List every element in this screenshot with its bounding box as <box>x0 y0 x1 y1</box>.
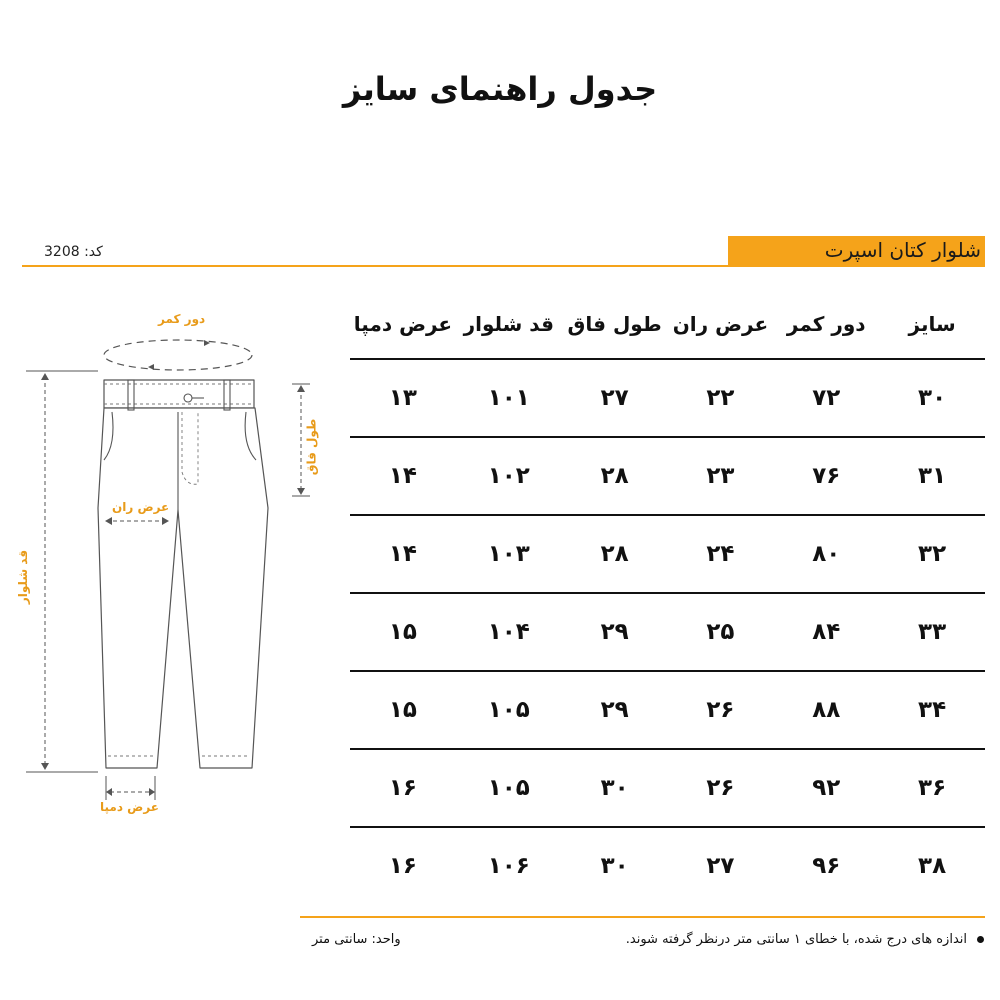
header-size: سایز <box>879 290 985 359</box>
cell-waist: ۹۲ <box>773 749 879 827</box>
header-hem: عرض دمپا <box>350 290 456 359</box>
product-name: شلوار کتان اسپرت <box>824 238 981 262</box>
bullet-icon <box>977 936 984 943</box>
cell-size: ۳۳ <box>879 593 985 671</box>
page-title: جدول راهنمای سایز <box>342 70 658 108</box>
cell-size: ۳۴ <box>879 671 985 749</box>
header-divider <box>22 265 985 267</box>
cell-length: ۱۰۲ <box>456 437 562 515</box>
table-row <box>350 359 985 437</box>
cell-hem: ۱۵ <box>350 593 456 671</box>
header-thigh: عرض ران <box>668 290 774 359</box>
cell-size: ۳۰ <box>879 359 985 437</box>
size-table <box>350 290 985 904</box>
cell-rise: ۲۷ <box>562 359 668 437</box>
cell-rise: ۲۹ <box>562 593 668 671</box>
cell-length: ۱۰۵ <box>456 671 562 749</box>
table-row <box>350 749 985 827</box>
cell-size: ۳۲ <box>879 515 985 593</box>
cell-thigh: ۲۲ <box>668 359 774 437</box>
pants-diagram <box>0 300 340 840</box>
cell-size: ۳۸ <box>918 853 947 879</box>
thigh-label: عرض ران <box>112 500 170 514</box>
waist-ellipse <box>104 340 252 370</box>
cell-waist: ۸۰ <box>773 515 879 593</box>
table-row <box>350 437 985 515</box>
header-length: قد شلوار <box>456 290 562 359</box>
table-header-row <box>350 290 985 359</box>
table-row <box>350 593 985 671</box>
cell-rise: ۲۸ <box>562 437 668 515</box>
cell-hem: ۱۶ <box>388 853 417 879</box>
footnote-text: اندازه های درج شده، با خطای ۱ سانتی متر درنظر گرفته شوند. <box>625 932 967 947</box>
cell-thigh: ۲۷ <box>706 853 735 879</box>
cell-length: ۱۰۵ <box>456 749 562 827</box>
footer-divider <box>300 916 985 918</box>
cell-thigh: ۲۴ <box>668 515 774 593</box>
cell-length: ۱۰۴ <box>456 593 562 671</box>
length-label: قد شلوار <box>16 549 31 605</box>
cell-length: ۱۰۶ <box>487 853 530 879</box>
cell-waist: ۷۶ <box>773 437 879 515</box>
cell-waist: ۸۸ <box>773 671 879 749</box>
product-name-bar <box>728 236 985 266</box>
cell-waist: ۹۶ <box>812 853 841 879</box>
table-row <box>350 671 985 749</box>
cell-hem: ۱۴ <box>350 437 456 515</box>
cell-hem: ۱۳ <box>350 359 456 437</box>
pants-body <box>98 408 268 768</box>
waist-label: دور کمر <box>158 312 206 326</box>
cell-rise: ۳۰ <box>600 853 629 879</box>
cell-thigh: ۲۶ <box>668 749 774 827</box>
cell-size: ۳۶ <box>879 749 985 827</box>
cell-thigh: ۲۵ <box>668 593 774 671</box>
cell-waist: ۷۲ <box>773 359 879 437</box>
table-row <box>350 515 985 593</box>
hem-label: عرض دمپا <box>100 800 159 814</box>
unit-label: واحد: سانتی متر <box>312 932 401 947</box>
cell-length: ۱۰۱ <box>456 359 562 437</box>
header-waist: دور کمر <box>773 290 879 359</box>
pants-outline <box>98 380 268 768</box>
cell-rise: ۲۸ <box>562 515 668 593</box>
cell-thigh: ۲۳ <box>668 437 774 515</box>
cell-rise: ۲۹ <box>562 671 668 749</box>
cell-hem: ۱۶ <box>350 749 456 827</box>
footnote <box>626 932 984 947</box>
cell-thigh: ۲۶ <box>668 671 774 749</box>
product-code: کد: 3208 <box>44 244 103 260</box>
pants-illustration <box>0 300 340 840</box>
rise-label: طول فاق <box>304 418 319 476</box>
cell-hem: ۱۴ <box>350 515 456 593</box>
length-dimension <box>26 371 98 772</box>
cell-waist: ۸۴ <box>773 593 879 671</box>
cell-rise: ۳۰ <box>562 749 668 827</box>
cell-length: ۱۰۳ <box>456 515 562 593</box>
pants-button <box>184 394 192 402</box>
waist-arrow-left <box>148 364 154 370</box>
header-rise: طول فاق <box>562 290 668 359</box>
cell-size: ۳۱ <box>879 437 985 515</box>
hem-dimension <box>106 776 155 800</box>
cell-hem: ۱۵ <box>350 671 456 749</box>
table-row <box>350 827 985 904</box>
